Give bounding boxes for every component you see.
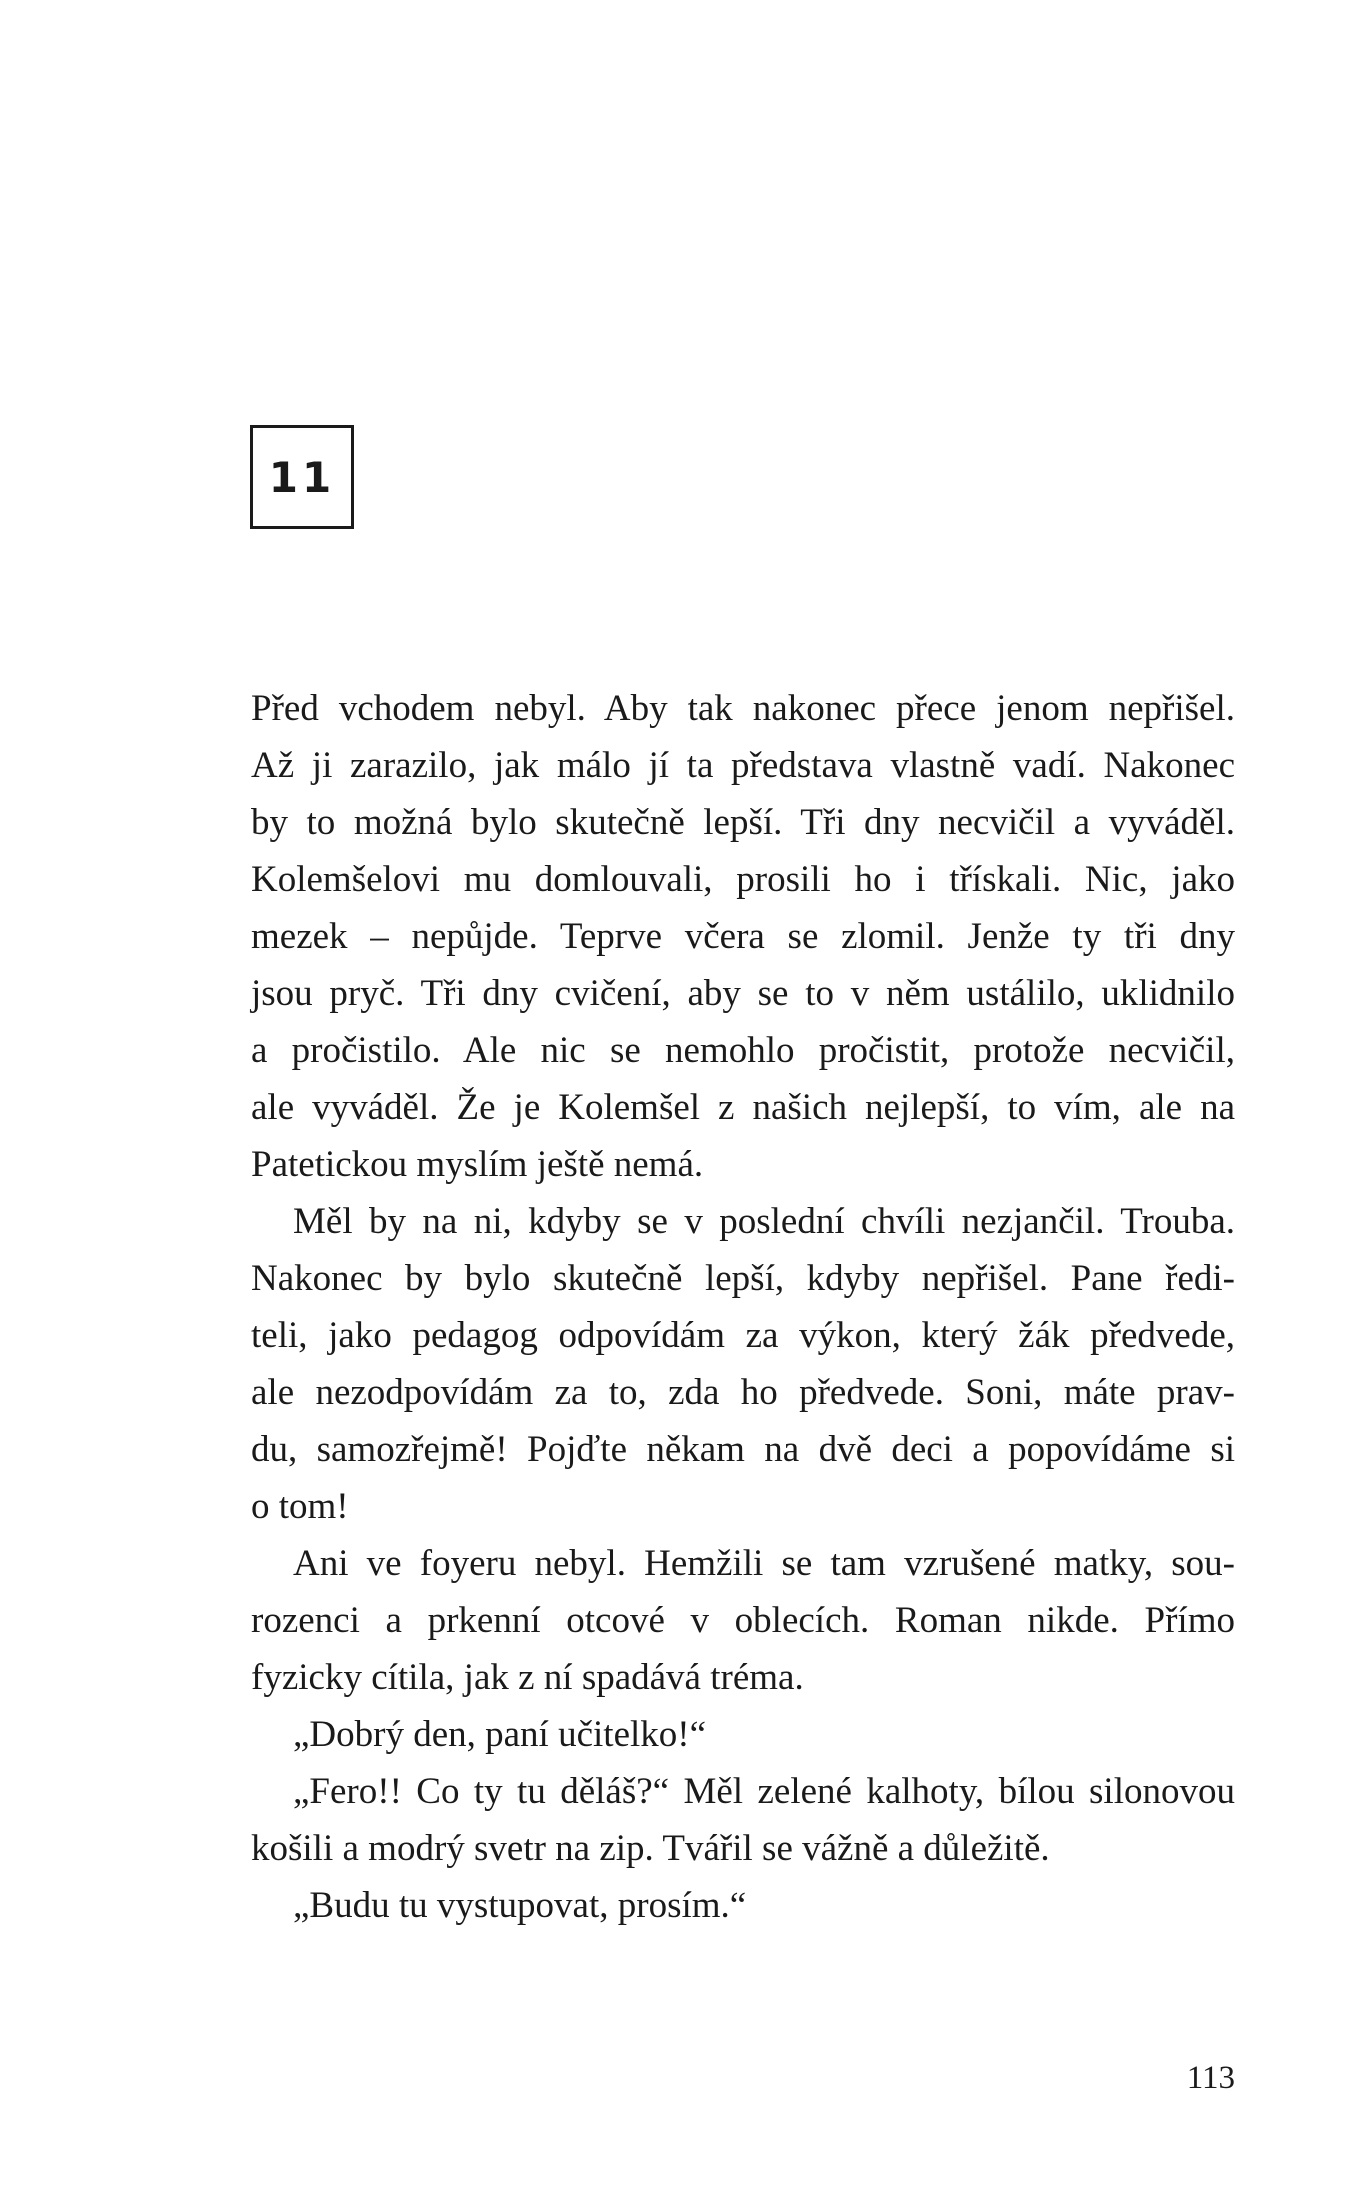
text-line: o tom! [251,1486,349,1527]
text-line: by to možná bylo skutečně lepší. Tři dny necvičil a vyváděl. [251,802,1235,843]
text-line: Nakonec by bylo skutečně lepší, kdyby nepřišel. Pane ředi- [251,1258,1235,1299]
chapter-body-text [251,680,1235,1934]
text-line: košili a modrý svetr na zip. Tvářil se vážně a důležitě. [251,1828,1050,1869]
text-line: fyzicky cítila, jak z ní spadává tréma. [251,1657,804,1698]
text-line: Patetickou myslím ještě nemá. [251,1144,704,1185]
text-line: jsou pryč. Tři dny cvičení, aby se to v něm ustálilo, uklidnilo [251,973,1235,1014]
text-line: Až ji zarazilo, jak málo jí ta představa vlastně vadí. Nakonec [251,745,1235,786]
page-number: 113 [1186,2060,1235,2096]
text-line: mezek – nepůjde. Teprve včera se zlomil. Jenže ty tři dny [251,916,1235,957]
text-line: Kolemšelovi mu domlouvali, prosili ho i třískali. Nic, jako [251,859,1235,900]
text-line: ale nezodpovídám za to, zda ho předvede. Soni, máte prav- [251,1372,1235,1413]
text-line: „Budu tu vystupovat, prosím.“ [293,1885,747,1926]
text-line: Před vchodem nebyl. Aby tak nakonec přece jenom nepřišel. [251,688,1235,729]
chapter-number-box [250,425,354,529]
text-line: ale vyváděl. Že je Kolemšel z našich nejlepší, to vím, ale na [251,1087,1235,1128]
text-line: teli, jako pedagog odpovídám za výkon, který žák předvede, [251,1315,1235,1356]
text-line: du, samozřejmě! Pojďte někam na dvě deci a popovídáme si [251,1429,1235,1470]
text-line: Ani ve foyeru nebyl. Hemžili se tam vzrušené matky, sou- [293,1543,1235,1584]
text-line: Měl by na ni, kdyby se v poslední chvíli nezjančil. Trouba. [293,1201,1235,1242]
text-line: a pročistilo. Ale nic se nemohlo pročistit, protože necvičil, [251,1030,1235,1071]
text-line: „Dobrý den, paní učitelko!“ [293,1714,707,1755]
chapter-number: 11 [268,452,336,502]
text-line: rozenci a prkenní otcové v oblecích. Roman nikde. Přímo [251,1600,1235,1641]
text-line: „Fero!! Co ty tu děláš?“ Měl zelené kalhoty, bílou silonovou [293,1771,1235,1812]
